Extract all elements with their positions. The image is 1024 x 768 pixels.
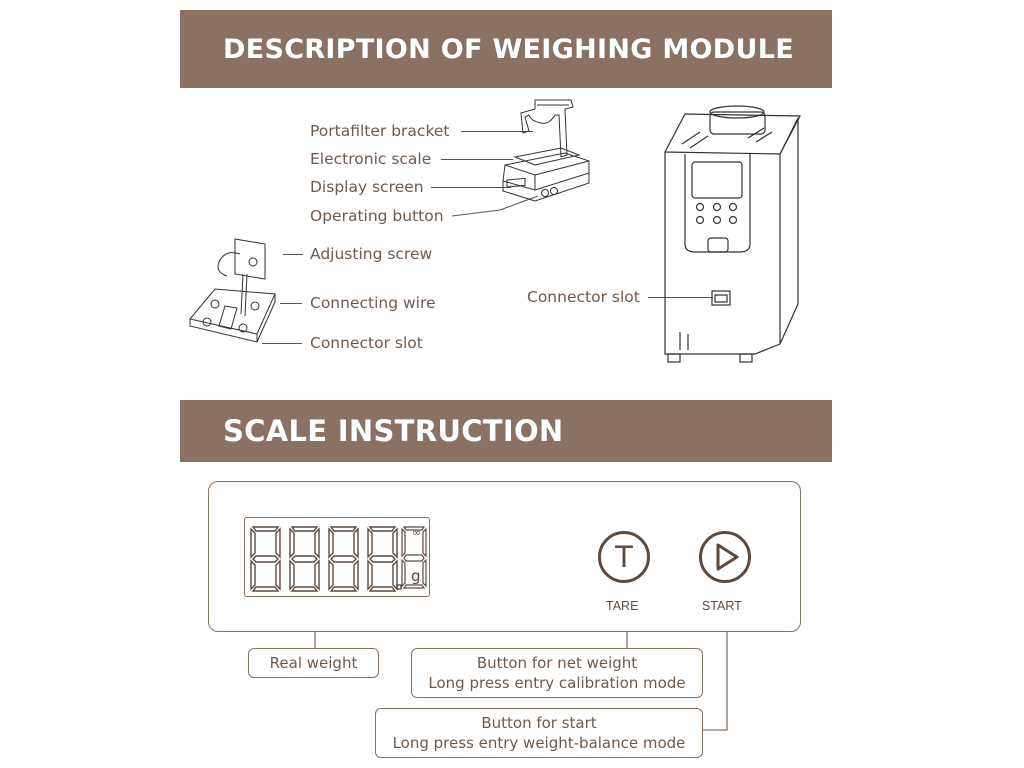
label-electronic-scale: Electronic scale [310, 150, 432, 168]
callout-start [375, 708, 703, 758]
callout-start-line1: Button for start [481, 714, 597, 732]
label-connector-slot-left: Connector slot [310, 334, 423, 352]
tare-label: TARE [606, 599, 639, 613]
unit-gram-label: g [411, 567, 421, 585]
label-display-screen: Display screen [310, 178, 424, 196]
label-portafilter-bracket: Portafilter bracket [310, 122, 450, 140]
section-title-weighing-module: DESCRIPTION OF WEIGHING MODULE [180, 10, 832, 88]
callout-start-line2: Long press entry weight-balance mode [392, 734, 686, 752]
start-label: START [702, 599, 742, 613]
callout-real-weight-text: Real weight [269, 654, 358, 672]
callout-net-weight-line1: Button for net weight [476, 654, 638, 672]
label-operating-button: Operating button [310, 207, 444, 225]
label-connector-slot-right: Connector slot [527, 288, 640, 306]
infinity-icon: ∞ [412, 526, 422, 539]
label-adjusting-screw: Adjusting screw [310, 245, 433, 263]
tare-button[interactable]: T [598, 531, 650, 583]
section-title-scale-instruction: SCALE INSTRUCTION [180, 400, 832, 462]
callout-net-weight [411, 648, 703, 698]
label-connecting-wire: Connecting wire [310, 294, 436, 312]
callout-real-weight [248, 648, 379, 678]
callout-net-weight-line2: Long press entry calibration mode [428, 674, 686, 692]
